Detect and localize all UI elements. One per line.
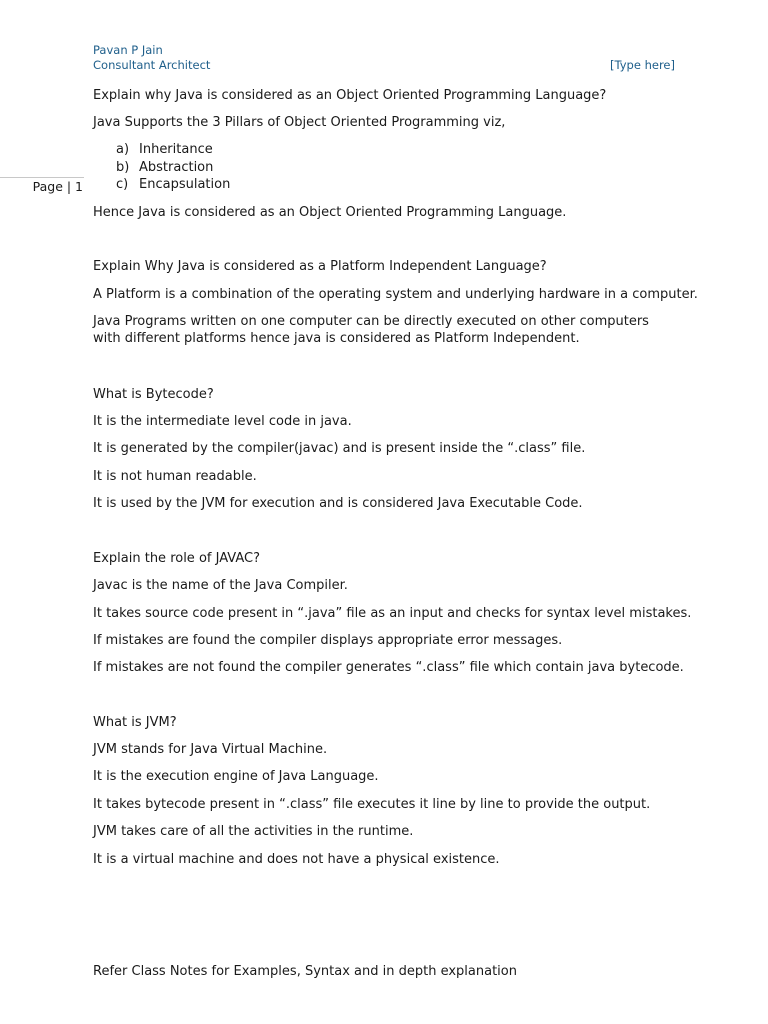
paragraph: If mistakes are found the compiler displays appropriate error messages. (93, 633, 563, 648)
list-item (116, 159, 213, 176)
footer-note: Refer Class Notes for Examples, Syntax and in depth explanation (93, 964, 517, 979)
paragraph: JVM stands for Java Virtual Machine. (93, 742, 328, 757)
page-number-rule (0, 177, 84, 178)
section-heading-oop: Explain why Java is considered as an Object Oriented Programming Language? (93, 88, 607, 103)
list-item-text: Abstraction (139, 160, 214, 175)
paragraph: It is a virtual machine and does not have a physical existence. (93, 852, 500, 867)
paragraph: Javac is the name of the Java Compiler. (93, 578, 348, 593)
header-placeholder[interactable]: [Type here] (610, 57, 675, 72)
page-number: Page | 1 (32, 179, 83, 194)
paragraph: It is used by the JVM for execution and is considered Java Executable Code. (93, 496, 583, 511)
list-marker: b) (116, 160, 130, 175)
paragraph: It is generated by the compiler(javac) and is present inside the “.class” file. (93, 441, 586, 456)
paragraph: It is the intermediate level code in java. (93, 414, 352, 429)
paragraph: Hence Java is considered as an Object Oriented Programming Language. (93, 205, 567, 220)
section-heading-bytecode: What is Bytecode? (93, 387, 214, 402)
section-heading-jvm: What is JVM? (93, 715, 177, 730)
list-item (116, 141, 213, 158)
paragraph: It is the execution engine of Java Language. (93, 769, 379, 784)
list-marker: c) (116, 177, 129, 192)
document-header (93, 43, 210, 72)
header-role: Consultant Architect (93, 57, 211, 72)
list-item-text: Inheritance (139, 142, 213, 157)
header-author: Pavan P Jain (93, 43, 163, 57)
list-marker: a) (116, 142, 130, 157)
paragraph: It takes bytecode present in “.class” file executes it line by line to provide the output. (93, 797, 651, 812)
section-heading-javac: Explain the role of JAVAC? (93, 551, 260, 566)
list-item (116, 176, 230, 193)
paragraph: It is not human readable. (93, 469, 257, 484)
paragraph: If mistakes are not found the compiler generates “.class” file which contain java bytecode. (93, 660, 684, 675)
paragraph: It takes source code present in “.java” file as an input and checks for syntax level mistakes. (93, 606, 692, 621)
section-heading-platform: Explain Why Java is considered as a Platform Independent Language? (93, 259, 547, 274)
paragraph: Java Supports the 3 Pillars of Object Oriented Programming viz, (93, 115, 506, 130)
list-item-text: Encapsulation (139, 177, 231, 192)
paragraph: Java Programs written on one computer can be directly executed on other computers with different platforms hence java is considered as Platform Independent. (93, 314, 649, 346)
paragraph: JVM takes care of all the activities in the runtime. (93, 824, 414, 839)
paragraph: A Platform is a combination of the operating system and underlying hardware in a computer. (93, 287, 698, 302)
